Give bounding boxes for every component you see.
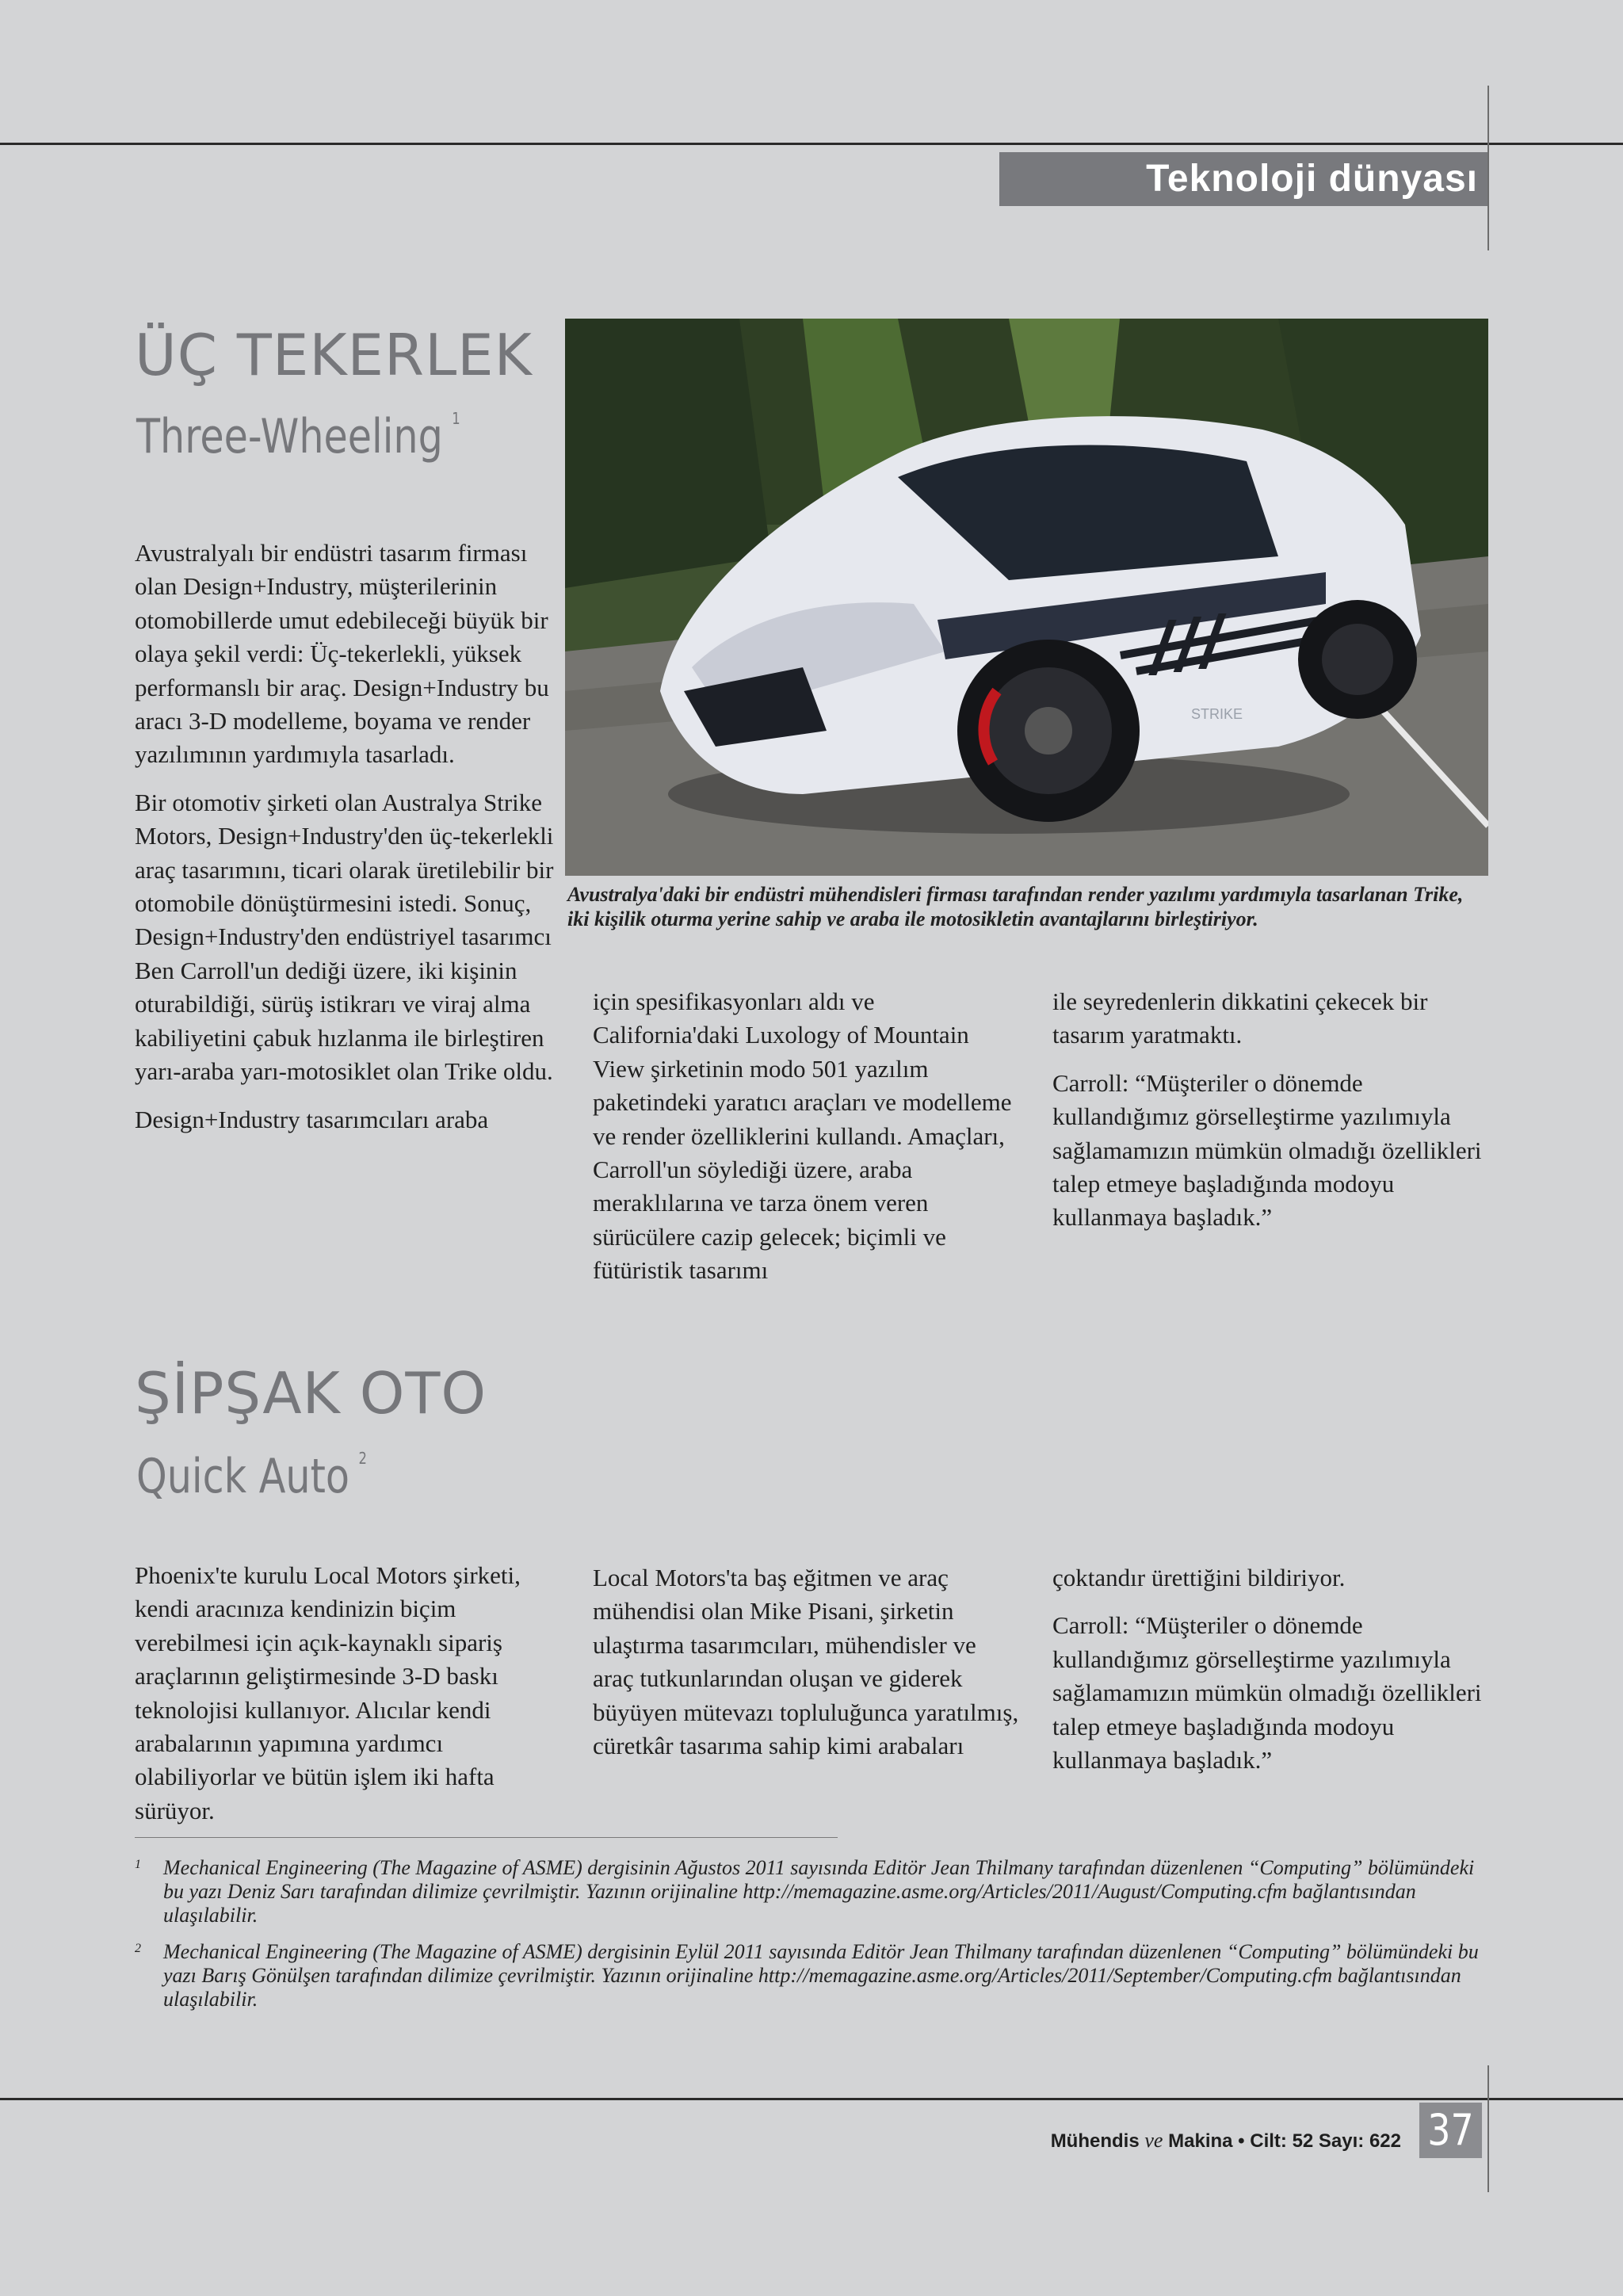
trike-photo: [565, 319, 1488, 876]
article2-title: ŞİPŞAK OTO: [135, 1360, 487, 1427]
footnote-number: 2: [135, 1942, 141, 1955]
section-tag: Teknoloji dünyası: [999, 152, 1487, 206]
trike-illustration: [565, 319, 1488, 876]
article1-footnote-ref: 1: [452, 409, 460, 428]
magazine-name-1: Mühendis: [1050, 2130, 1140, 2152]
article2-column-2: [593, 1561, 1021, 1777]
paragraph: ile seyredenlerin dikkatini çekecek bir tasarım yaratmaktı.: [1052, 988, 1428, 1049]
paragraph: Local Motors'ta baş eğitmen ve araç mühendisi olan Mike Pisani, şirketin ulaştırma tasarımcıları, mühendisler ve araç tutkunlarından oluşan ve giderek büyüyen mütevazı topluluğunca yaratılmış, cüretkâr tasarıma sahip kimi arabaları: [593, 1564, 1019, 1760]
article1-column-1: [135, 537, 563, 1151]
footnote-number: 1: [135, 1858, 141, 1871]
paragraph: için spesifikasyonları aldı ve California'daki Luxology of Mountain View şirketinin modo 501 yazılım paketindeki yaratıcı araçları ve modelleme ve render özelliklerini kullandı. Amaçları, Carroll'un söylediği üzere, araba meraklılarına ve tarza önem veren sürücülere cazip gelecek; biçimli ve fütüristik tasarımı: [593, 988, 1012, 1285]
article2-column-3: [1052, 1561, 1484, 1791]
paragraph: Carroll: “Müşteriler o dönemde kullandığımız görselleştirme yazılımıyla sağlamamızın mümkün olmadığı özellikleri talep etmeye başladığında modoyu kullanmaya başladık.”: [1052, 1068, 1482, 1232]
footnote-text: Mechanical Engineering (The Magazine of ASME) dergisinin Ağustos 2011 sayısında Editör Jean Thilmany tarafından düzenlenen “Computing” bölümündeki bu yazı Deniz Sarı tarafından dilimize çevrilmiştir. Yazının orijinaline http://memagazine.asme.org/Articles/2011/August/Computing.cfm bağlantısından ulaşılabilir.: [163, 1856, 1475, 1927]
article1-title: ÜÇ TEKERLEK: [135, 322, 533, 388]
paragraph: Avustralyalı bir endüstri tasarım firması olan Design+Industry, müşterilerinin otomobillerde umut edebileceği büyük bir olaya şekil verdi: Üç-tekerlekli, yüksek performanslı bir araç. Design+Industry bu aracı 3-D modelleme, boyama ve render yazılımının yardımıyla tasarladı.: [135, 539, 549, 769]
paragraph: çoktandır ürettiğini bildiriyor.: [1052, 1564, 1346, 1591]
footnote-text: Mechanical Engineering (The Magazine of ASME) dergisinin Eylül 2011 sayısında Editör Jean Thilmany tarafından düzenlenen “Computing” bölümündeki bu yazı Barış Gönülşen tarafından dilimize çevrilmiştir. Yazının orijinaline http://memagazine.asme.org/Articles/2011/September/Computing.cfm bağlantısından ulaşılabilir.: [163, 1940, 1479, 2011]
magazine-name-2: Makina: [1168, 2130, 1233, 2152]
photo-caption: Avustralya'daki bir endüstri mühendisleri firması tarafından render yazılımı yardımıyla tasarlanan Trike, iki kişilik oturma yerine sahip ve araba ile motosikletin avantajlarını birleştiriyor.: [567, 883, 1464, 930]
paragraph: Phoenix'te kurulu Local Motors şirketi, kendi aracınıza kendinizin biçim verebilmesi için açık-kaynaklı sipariş araçlarının geliştirmesinde 3-D baskı teknolojisi kullanıyor. Alıcılar kendi arabalarının yapımına yardımcı olabiliyorlar ve bütün işlem iki hafta sürüyor.: [135, 1561, 521, 1824]
footnote-rule: [135, 1837, 838, 1838]
car-badge: STRIKE: [1191, 706, 1243, 722]
article2-column-1: [135, 1559, 563, 1842]
article1-column-3: [1052, 985, 1484, 1249]
paragraph: Bir otomotiv şirketi olan Australya Strike Motors, Design+Industry'den üç-tekerlekli araç tasarımını, ticari olarak üretilebilir bir otomobile dönüştürmesini istedi. Sonuç, Design+Industry'den endüstriyel tasarımcı Ben Carroll'un dediği üzere, iki kişinin oturabildiği, sürüş istikrarı ve viraj alma kabiliyetini çabuk hızlanma ile birleştiren yarı-araba yarı-motosiklet olan Trike oldu.: [135, 788, 554, 1086]
article2-footnote-ref: 2: [358, 1449, 367, 1468]
issue-info: • Cilt: 52 Sayı: 622: [1238, 2130, 1401, 2152]
article2-subtitle: [136, 1449, 367, 1504]
article1-subtitle: [136, 409, 460, 464]
paragraph: Design+Industry tasarımcıları araba: [135, 1105, 489, 1133]
paragraph: Carroll: “Müşteriler o dönemde kullandığımız görselleştirme yazılımıyla sağlamamızın mümkün olmadığı özellikleri talep etmeye başladığında modoyu kullanmaya başladık.”: [1052, 1611, 1482, 1775]
top-rule: [0, 143, 1623, 145]
article2-subtitle-text: Quick Auto: [136, 1449, 349, 1504]
bottom-vertical-rule: [1487, 2065, 1489, 2192]
article1-column-2: [593, 985, 1021, 1302]
magazine-footer: [1051, 2129, 1401, 2153]
page-number: 37: [1419, 2103, 1482, 2158]
top-vertical-rule: [1487, 86, 1489, 250]
article1-subtitle-text: Three-Wheeling: [136, 409, 443, 464]
magazine-name-ve: ve: [1144, 2129, 1163, 2152]
bottom-rule: [0, 2098, 1623, 2100]
